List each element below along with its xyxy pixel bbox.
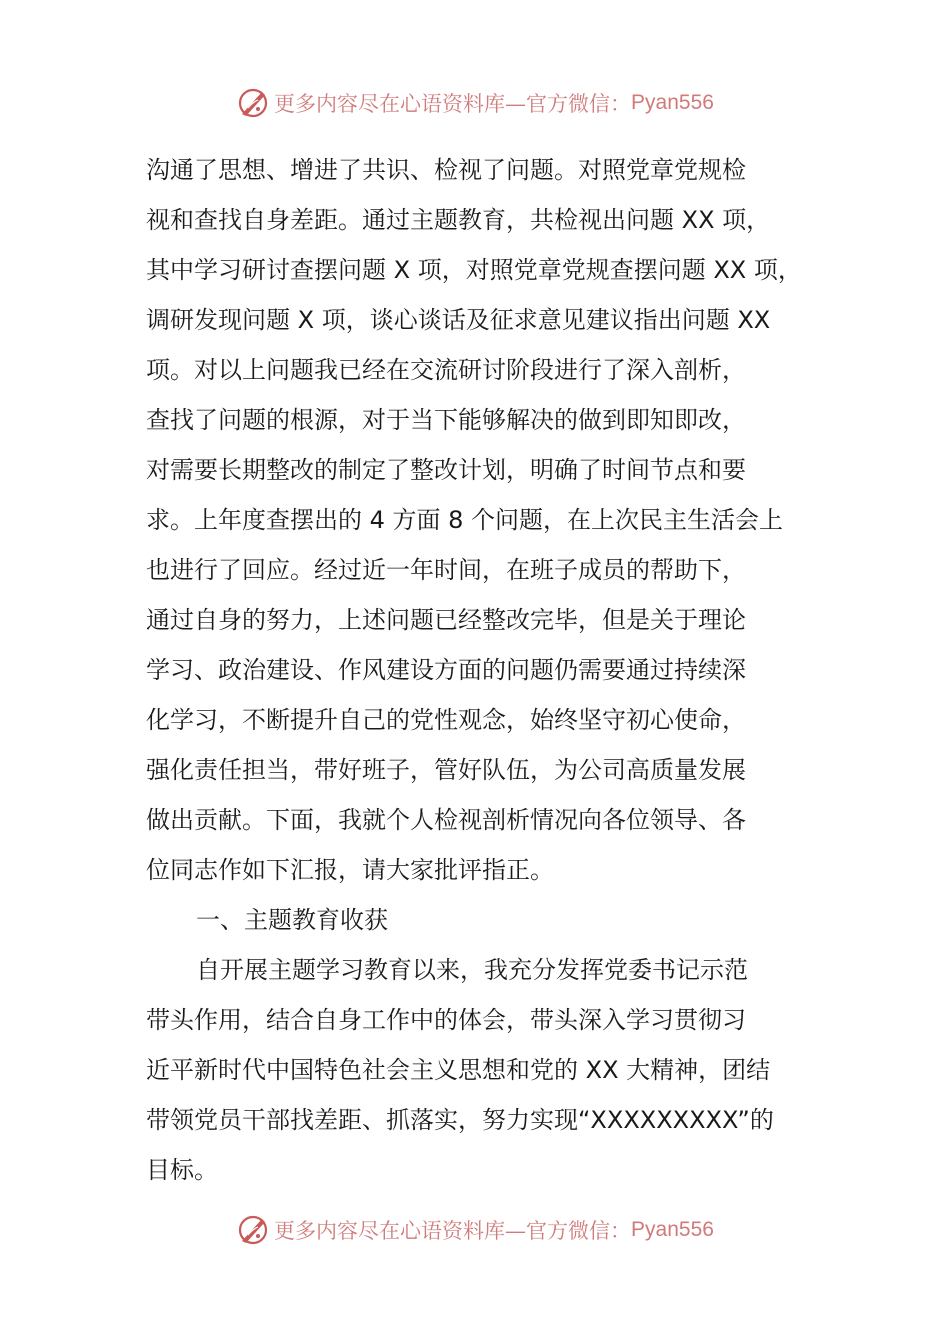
document-body [146,150,818,1200]
header-watermark [0,83,950,123]
body-line: 沟通了思想、增进了共识、检视了问题。对照党章党规检 [146,156,746,184]
body-line: 视和查找自身差距。通过主题教育，共检视出问题 XX 项， [146,206,771,234]
watermark-wechat-id: Pyan556 [631,91,714,114]
body-line: 求。上年度查摆出的 4 方面 8 个问题，在上次民主生活会上 [146,506,784,534]
watermark-brand-text: 更多内容尽在心语资料库—官方微信： [274,92,632,116]
body-line: 调研发现问题 X 项，谈心谈话及征求意见建议指出问题 XX [146,306,771,334]
body-line: 其中学习研讨查摆问题 X 项，对照党章党规查摆问题 XX 项， [146,256,802,284]
body-line: 项。对以上问题我已经在交流研讨阶段进行了深入剖析， [146,356,746,384]
body-line: 自开展主题学习教育以来，我充分发挥党委书记示范 [196,956,748,984]
watermark-wechat-id: Pyan556 [631,1218,714,1241]
body-line: 也进行了回应。经过近一年时间，在班子成员的帮助下， [146,556,746,584]
quill-pen-circle-icon [236,1213,270,1247]
body-line: 学习、政治建设、作风建设方面的问题仍需要通过持续深 [146,656,746,684]
body-line: 查找了问题的根源，对于当下能够解决的做到即知即改， [146,406,746,434]
body-line: 做出贡献。下面，我就个人检视剖析情况向各位领导、各 [146,806,746,834]
body-line: 带领党员干部找差距、抓落实，努力实现“XXXXXXXXX”的 [146,1106,774,1134]
body-line: 化学习，不断提升自己的党性观念，始终坚守初心使命， [146,706,746,734]
body-line: 目标。 [146,1156,218,1184]
body-line: 带头作用，结合自身工作中的体会，带头深入学习贯彻习 [146,1006,746,1034]
watermark-brand-text: 更多内容尽在心语资料库—官方微信： [274,1219,632,1243]
body-line: 位同志作如下汇报，请大家批评指正。 [146,856,554,884]
section-heading: 一、主题教育收获 [196,906,388,934]
body-line: 对需要长期整改的制定了整改计划，明确了时间节点和要 [146,456,746,484]
footer-watermark [0,1210,950,1250]
body-line: 通过自身的努力，上述问题已经整改完毕，但是关于理论 [146,606,746,634]
body-line: 近平新时代中国特色社会主义思想和党的 XX 大精神，团结 [146,1056,771,1084]
body-line: 强化责任担当，带好班子，管好队伍，为公司高质量发展 [146,756,746,784]
quill-pen-circle-icon [236,86,270,120]
